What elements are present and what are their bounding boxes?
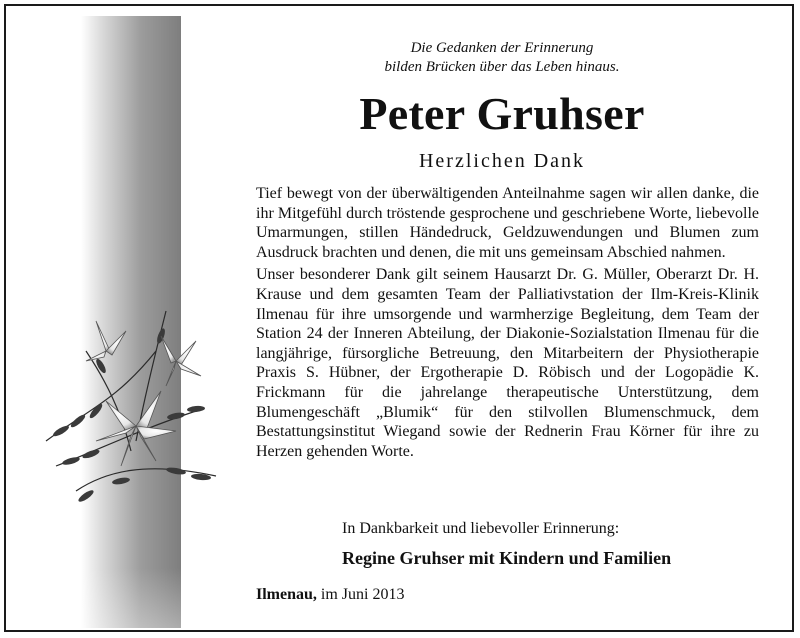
thanks-text xyxy=(256,184,759,464)
memorial-quote xyxy=(252,39,752,77)
lily-bouquet-image xyxy=(26,291,236,526)
family-signature: Regine Gruhser mit Kindern und Familien xyxy=(342,548,672,568)
deceased-name: Peter Gruhser xyxy=(359,88,645,139)
place-name: Ilmenau, xyxy=(256,586,317,603)
thanks-paragraph-1: Tief bewegt von der überwältigenden Anteilnahme sagen wir allen danke, die ihr Mitgefühl durch tröstende gesprochene und geschriebene Worte, liebevolle Umarmungen, stillen Händedruck, Geldzuwendungen und Blumen zum Ausdruck brachten und denen, die mit uns gemeinsam Abschied nahmen. xyxy=(256,185,759,261)
obituary-card xyxy=(4,4,794,632)
thanks-heading: Herzlichen Dank xyxy=(418,150,586,172)
quote-line-2: bilden Brücken über das Leben hinaus. xyxy=(384,59,620,75)
thanks-paragraph-2: Unser besonderer Dank gilt seinem Hausarzt Dr. G. Müller, Oberarzt Dr. H. Krause und dem gesamten Team der Palliativstation der Ilm-Kreis-Klinik Ilmenau für ihre umsorgende und warmherzige Begleitung, dem Team der Station 24 der Inneren Abteilung, der Diakonie-Sozialstation Ilmenau für die langjährige, fürsorgliche Betreuung, den Mitarbeitern der Physiotherapie Praxis S. Hübner, der Ergotherapie D. Röbisch und der Logopädie K. Frickmann für die jahrelange therapeutische Unterstützung, dem Blumengeschäft „Blumik“ für den stilvollen Blumenschmuck, dem Bestattungsinstitut Wiegand sowie der Rednerin Frau Körner für ihre zu Herzen gehenden Worte. xyxy=(256,266,759,460)
date-text: im Juni 2013 xyxy=(320,586,405,603)
quote-line-1: Die Gedanken der Erinnerung xyxy=(410,40,594,56)
closing-line: In Dankbarkeit und liebevoller Erinnerung: xyxy=(342,520,620,537)
place-and-date xyxy=(256,585,404,605)
